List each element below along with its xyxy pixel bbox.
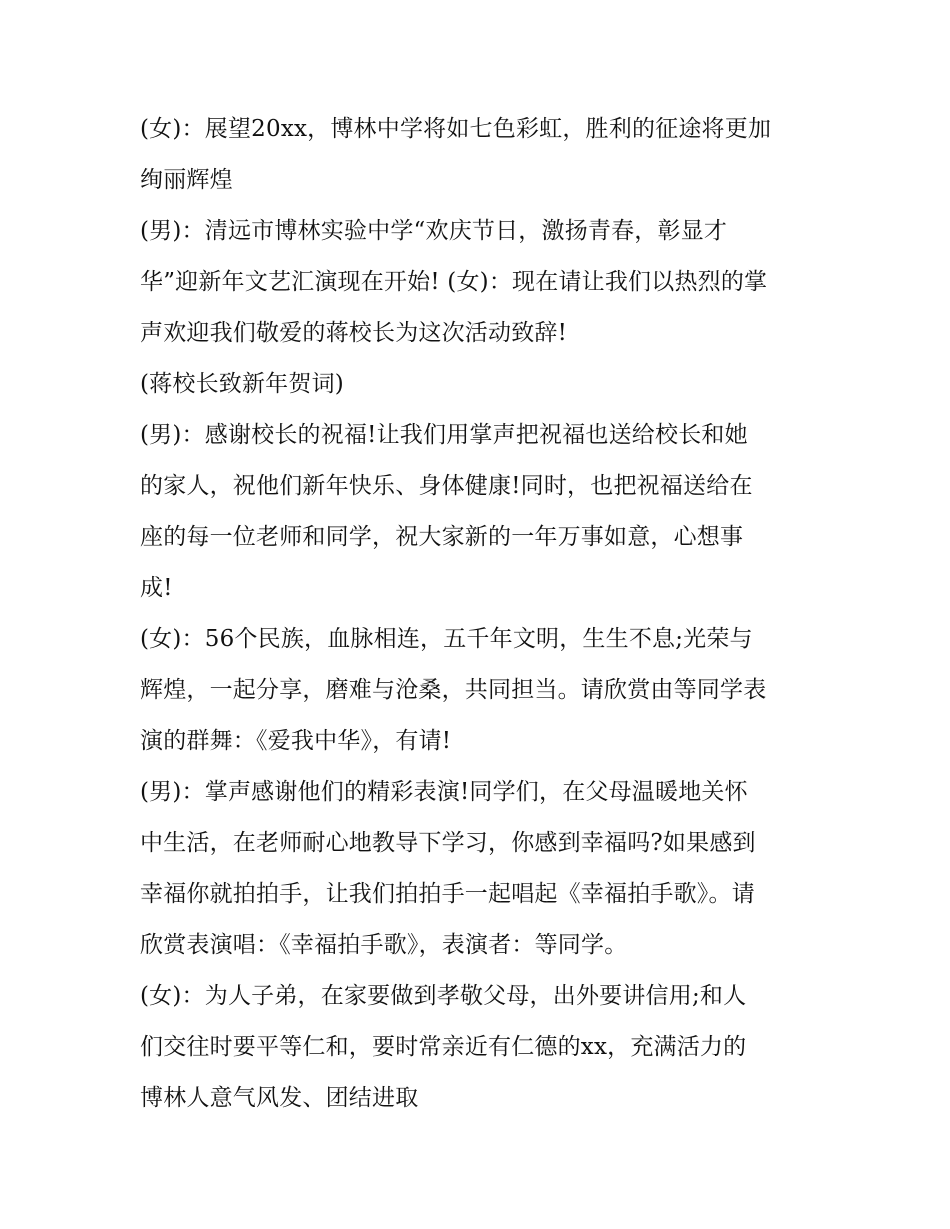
text-line: 成! <box>140 575 173 601</box>
text-line: (女)：展望20xx，博林中学将如七色彩虹，胜利的征途将更加 <box>140 116 772 142</box>
text-line: (女)：56个民族，血脉相连，五千年文明，生生不息;光荣与 <box>140 626 753 652</box>
text-line: 们交往时要平等仁和，要时常亲近有仁德的xx，充满活力的 <box>140 1034 747 1060</box>
text-line: 中生活，在老师耐心地教导下学习，你感到幸福吗?如果感到 <box>140 830 756 856</box>
text-line: 演的群舞：《爱我中华》，有请! <box>140 728 452 754</box>
text-line: 华”迎新年文艺汇演现在开始! (女)：现在请让我们以热烈的掌 <box>140 269 768 295</box>
text-line: (男)：清远市博林实验中学“欢庆节日，激扬青春，彰显才 <box>140 218 728 244</box>
text-line: 欣赏表演唱：《幸福拍手歌》，表演者：等同学。 <box>140 932 628 958</box>
text-line: 幸福你就拍拍手，让我们拍拍手一起唱起《幸福拍手歌》。请 <box>140 881 755 907</box>
text-line: (女)：为人子弟，在家要做到孝敬父母，出外要讲信用;和人 <box>140 983 747 1009</box>
text-line: 辉煌，一起分享，磨难与沧桑，共同担当。请欣赏由等同学表 <box>140 677 767 703</box>
text-line: (男)：掌声感谢他们的精彩表演!同学们，在父母温暖地关怀 <box>140 779 748 805</box>
text-line: 的家人，祝他们新年快乐、身体健康!同时，也把祝福送给在 <box>140 473 753 499</box>
text-line: 座的每一位老师和同学，祝大家新的一年万事如意，心想事 <box>140 524 744 550</box>
text-line: (蒋校长致新年贺词) <box>140 371 344 397</box>
text-line: (男)：感谢校长的祝福!让我们用掌声把祝福也送给校长和她 <box>140 422 748 448</box>
text-line: 声欢迎我们敬爱的蒋校长为这次活动致辞! <box>140 320 568 346</box>
text-line: 博林人意气风发、团结进取 <box>140 1085 419 1111</box>
text-line: 绚丽辉煌 <box>140 167 233 193</box>
